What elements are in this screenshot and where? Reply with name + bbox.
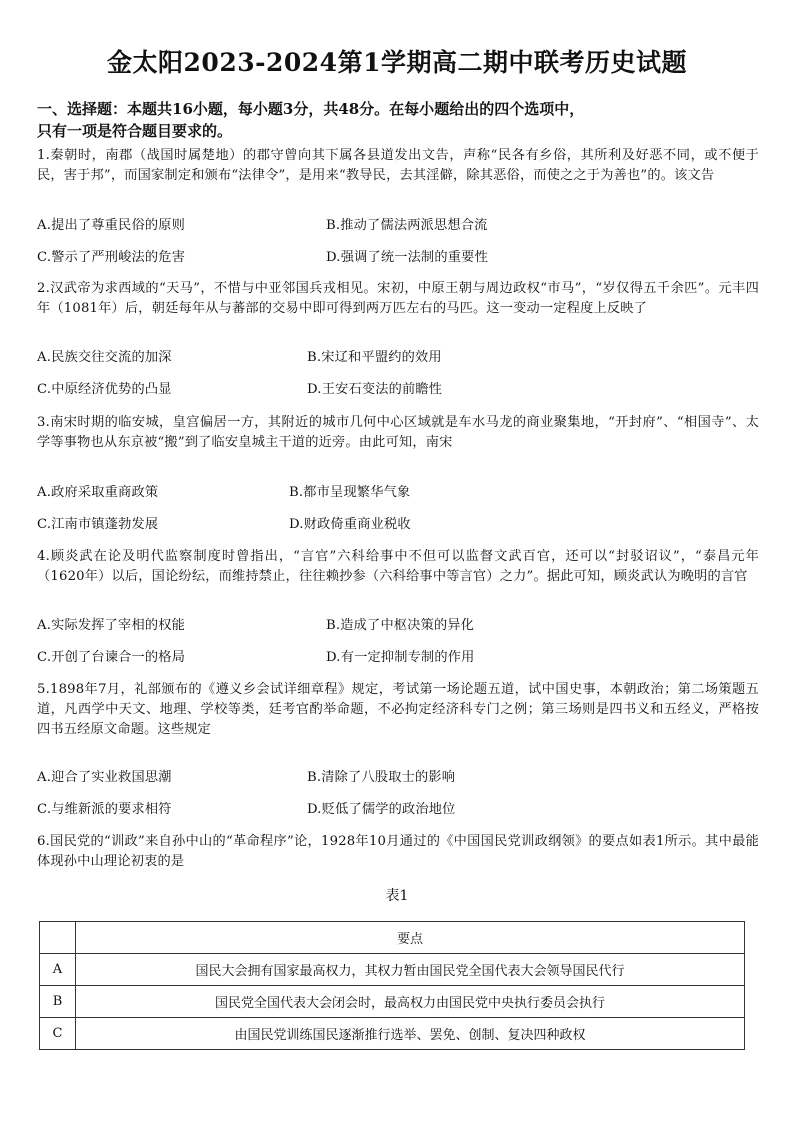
page-title: 金太阳2023-2024第1学期高二期中联考历史试题 <box>107 48 687 77</box>
table-row-key: B <box>40 986 76 1018</box>
table-1 <box>39 921 745 1050</box>
question-5-option-a: A.迎合了实业救国思潮 <box>37 770 172 785</box>
question-1-option-a: A.提出了尊重民俗的原则 <box>37 218 185 233</box>
section-heading <box>37 98 759 142</box>
section-heading-line-2: 只有一项是符合题目要求的。 <box>37 122 233 140</box>
question-2-option-a: A.民族交往交流的加深 <box>37 350 172 365</box>
question-2-option-b: B.宋辽和平盟约的效用 <box>307 350 442 365</box>
table-caption: 表1 <box>385 888 409 904</box>
table-row <box>40 1018 745 1050</box>
table-header-blank-cell <box>40 922 76 954</box>
question-1-stem: 1.秦朝时，南郡（战国时属楚地）的郡守曾向其下属各县道发出文告，声称“民各有乡俗，其所利及好恶不同，或不便于民，害于邦”，而国家制定和颁布“法律令”，是用来“教导民，去其淫僻，除其恶俗，而使之之于为善也”的。该文告 <box>37 148 759 183</box>
question-4-option-a: A.实际发挥了宰相的权能 <box>37 618 185 633</box>
table-row-text: 国民大会拥有国家最高权力，其权力暂由国民党全国代表大会领导国民代行 <box>76 954 745 986</box>
table-row-key: A <box>40 954 76 986</box>
question-1-option-b: B.推动了儒法两派思想合流 <box>326 218 488 233</box>
question-2-option-d: D.王安石变法的前瞻性 <box>307 382 443 397</box>
question-4-option-d: D.有一定抑制专制的作用 <box>326 650 475 665</box>
table-row <box>40 986 745 1018</box>
table-header-row <box>40 922 745 954</box>
question-5-stem: 5.1898年7月，礼部颁布的《遵义乡会试详细章程》规定，考试第一场论题五道，试中国史事，本朝政治；第二场策题五道，凡西学中天文、地理、学校等类，廷考官酌举命题，不必拘定经济科专门之例；第三场则是四书义和五经义，严格按四书五经原文命题。这些规定 <box>37 682 759 737</box>
question-1-option-d: D.强调了统一法制的重要性 <box>326 250 488 265</box>
question-4-option-b: B.造成了中枢决策的异化 <box>326 618 475 633</box>
question-5-option-d: D.贬低了儒学的政治地位 <box>307 802 456 817</box>
table-row <box>40 954 745 986</box>
question-4-stem: 4.顾炎武在论及明代监察制度时曾指出，“言官”六科给事中不但可以监督文武百官，还可以“封驳诏议”，“泰昌元年（1620年）以后，国论纷纭，而维持禁止，往往赖抄参（六科给事中等言官）之力”。据此可知，顾炎武认为晚明的言官 <box>37 549 759 584</box>
question-5-option-c: C.与维新派的要求相符 <box>37 802 172 817</box>
table-row-text: 由国民党训练国民逐渐推行选举、罢免、创制、复决四种政权 <box>76 1018 745 1050</box>
question-1-option-c: C.警示了严刑峻法的危害 <box>37 250 186 265</box>
question-4-option-c: C.开创了台谏合一的格局 <box>37 650 186 665</box>
question-3-stem: 3.南宋时期的临安城，皇宫偏居一方，其附近的城市几何中心区域就是车水马龙的商业聚集地，“开封府”、“相国寺”、太学等事物也从东京被“搬”到了临安皇城主干道的近旁。由此可知，南宋 <box>37 415 759 450</box>
question-3-option-b: B.都市呈现繁华气象 <box>289 485 411 500</box>
question-2-stem: 2.汉武帝为求西域的“天马”，不惜与中亚邻国兵戎相见。宋初，中原王朝与周边政权“市马”，“岁仅得五千余匹”。元丰四年（1081年）后，朝廷每年从与蕃部的交易中即可得到两万匹左右的马匹。这一变动一定程度上反映了 <box>37 281 759 316</box>
question-6-stem: 6.国民党的“训政”来自孙中山的“革命程序”论，1928年10月通过的《中国国民党训政纲领》的要点如表1所示。其中最能体现孙中山理论初衷的是 <box>37 834 759 869</box>
question-3-option-c: C.江南市镇蓬勃发展 <box>37 517 159 532</box>
table-row-text: 国民党全国代表大会闭会时，最高权力由国民党中央执行委员会执行 <box>76 986 745 1018</box>
table-row-key: C <box>40 1018 76 1050</box>
question-3-option-a: A.政府采取重商政策 <box>37 485 159 500</box>
section-heading-line-1: 一、选择题：本题共16小题，每小题3分，共48分。在每小题给出的四个选项中， <box>37 100 585 118</box>
question-3-option-d: D.财政倚重商业税收 <box>289 517 411 532</box>
question-2-option-c: C.中原经济优势的凸显 <box>37 382 172 397</box>
question-5-option-b: B.清除了八股取士的影响 <box>307 770 456 785</box>
table-header-cell: 要点 <box>76 922 745 954</box>
